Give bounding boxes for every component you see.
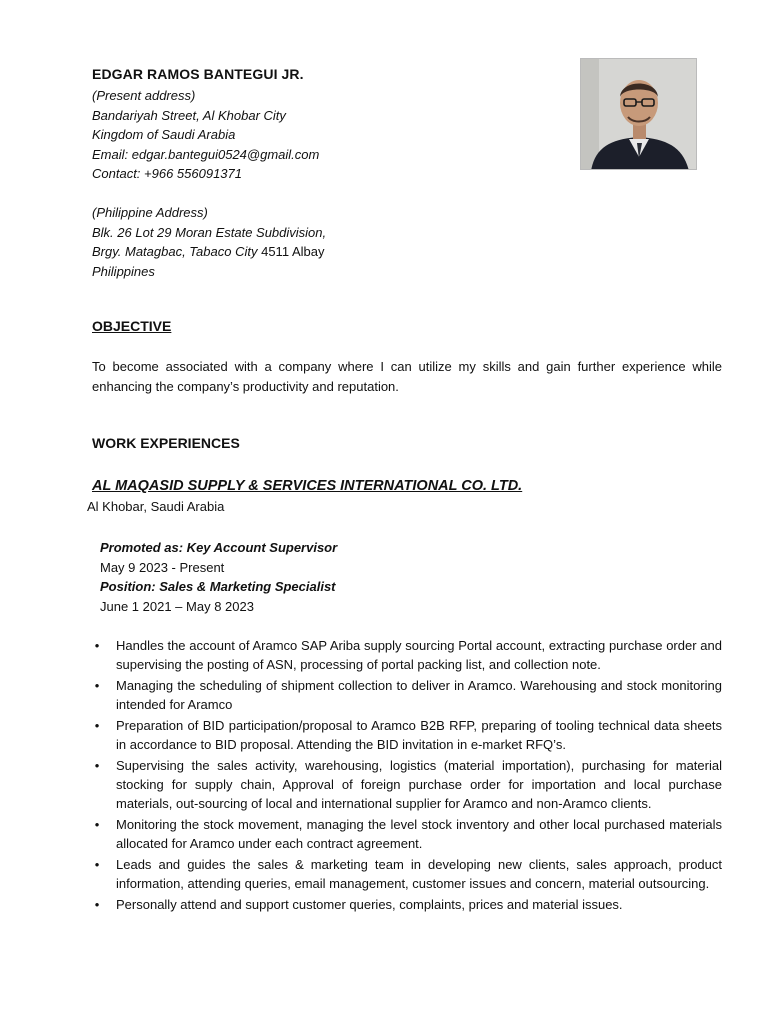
list-item-text: Managing the scheduling of shipment collection to deliver in Aramco. Warehousing and stock monitoring intended for Aramco — [116, 678, 722, 712]
philippine-address-line1: Blk. 26 Lot 29 Moran Estate Subdivision, — [92, 224, 327, 240]
list-item-text: Handles the account of Aramco SAP Ariba supply sourcing Portal account, extracting purchase order and supervising the posting of ASN, processing of portal packing list, and collection note. — [116, 638, 722, 672]
bullet-icon: • — [94, 857, 100, 872]
present-address-label: (Present address) — [92, 88, 196, 103]
bullet-icon: • — [94, 817, 100, 832]
list-item — [92, 716, 722, 754]
contact-line: Contact: +966 556091371 — [92, 166, 242, 181]
objective-text: To become associated with a company where I can utilize my skills and gain further experience while enhancing the company’s productivity and reputation. — [92, 359, 722, 394]
profile-photo-illustration — [581, 59, 697, 170]
list-item-text: Preparation of BID participation/proposal to Aramco B2B RFP, preparing of tooling technical data sheets in accordance to BID proposal. Attending the BID invitation in e-market RFQ’s. — [116, 718, 722, 752]
present-address-block — [92, 86, 319, 184]
list-item — [92, 636, 722, 674]
philippine-address-zip: 4511 Albay — [257, 244, 325, 259]
role-title: Promoted as: Key Account Supervisor — [100, 540, 338, 555]
present-address-country: Kingdom of Saudi Arabia — [92, 127, 236, 142]
list-item-text: Monitoring the stock movement, managing the level stock inventory and other local purchased materials allocated for Aramco under each contract agreement. — [116, 817, 722, 851]
list-item-text: Leads and guides the sales & marketing team in developing new clients, sales approach, product information, attending queries, email management, customer issues and concern, material outsourcing. — [116, 857, 722, 891]
role-dates: May 9 2023 - Present — [100, 559, 225, 575]
bullet-icon: • — [94, 678, 100, 693]
philippine-address-country: Philippines — [92, 263, 155, 279]
list-item-text: Personally attend and support customer queries, complaints, prices and material issues. — [116, 897, 623, 912]
present-address-street: Bandariyah Street, Al Khobar City — [92, 107, 286, 123]
work-experience-heading: WORK EXPERIENCES — [92, 435, 240, 451]
role-title: Position: Sales & Marketing Specialist — [100, 579, 336, 594]
company-location: Al Khobar, Saudi Arabia — [87, 499, 225, 514]
role-dates: June 1 2021 – May 8 2023 — [100, 598, 254, 614]
company-name: AL MAQASID SUPPLY & SERVICES INTERNATIONAL CO. LTD. — [92, 478, 523, 494]
philippine-address-line2 — [92, 242, 326, 262]
bullet-icon: • — [94, 718, 100, 733]
email-line: Email: edgar.bantegui0524@gmail.com — [92, 146, 320, 162]
bullet-icon: • — [94, 897, 100, 912]
philippine-address-city: Brgy. Matagbac, Tabaco City — [92, 244, 258, 259]
profile-photo — [580, 58, 697, 170]
role-key-account-supervisor — [100, 538, 337, 577]
list-item — [92, 756, 722, 813]
role-sales-marketing-specialist — [100, 577, 336, 616]
philippine-address-label: (Philippine Address) — [92, 205, 208, 220]
list-item — [92, 895, 722, 914]
philippine-address-block — [92, 203, 326, 281]
list-item — [92, 815, 722, 853]
bullet-icon: • — [94, 638, 100, 653]
list-item-text: Supervising the sales activity, warehousing, logistics (material importation), purchasing for material stocking for supply chain, Approval of foreign purchase order for importation and local purchase materials, out-sourcing of local and international supplier for Aramco and non-Aramco clients. — [116, 758, 722, 811]
responsibilities-list — [92, 636, 722, 916]
list-item — [92, 676, 722, 714]
list-item — [92, 855, 722, 893]
candidate-name: EDGAR RAMOS BANTEGUI JR. — [92, 66, 304, 82]
objective-heading: OBJECTIVE — [92, 318, 172, 334]
bullet-icon: • — [94, 758, 100, 773]
